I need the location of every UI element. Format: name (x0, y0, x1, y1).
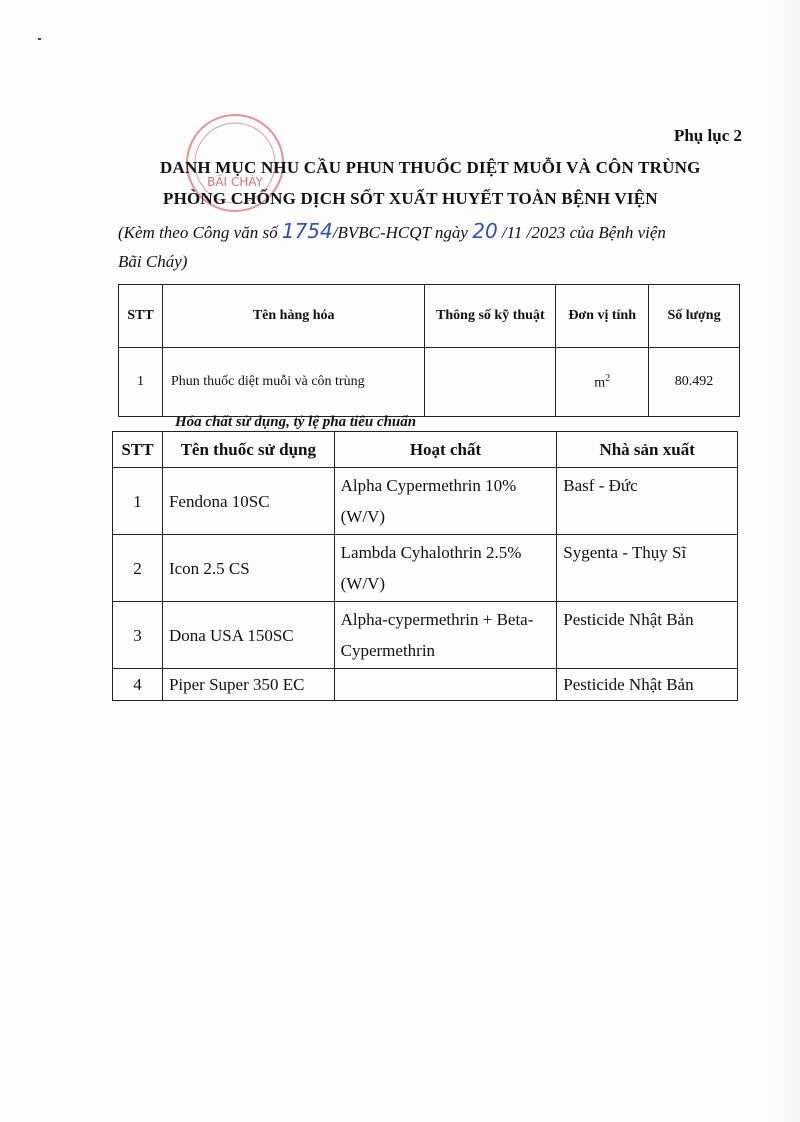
cell-name: Dona USA 150SC (162, 602, 334, 669)
subtitle-line2: Bãi Cháy) (118, 252, 188, 271)
cell-maker: Pesticide Nhật Bản (557, 602, 738, 669)
cell-active: Alpha Cypermethrin 10% (W/V) (334, 468, 557, 535)
cell-stt: 2 (113, 535, 163, 602)
unit-superscript: 2 (605, 372, 611, 384)
subtitle-prefix: (Kèm theo Công văn số (118, 223, 278, 242)
header-cell: Nhà sản xuất (557, 432, 738, 468)
cell-active: Alpha-cypermethrin + Beta-Cypermethrin (334, 602, 557, 669)
chemicals-caption: Hóa chất sử dụng, tỷ lệ pha tiêu chuẩn (175, 414, 417, 430)
table-header-row (119, 285, 740, 348)
demand-table (118, 284, 740, 417)
table-row (113, 535, 738, 602)
handwritten-doc-number: 1754 (281, 219, 333, 243)
cell-stt: 3 (113, 602, 163, 669)
header-cell: Tên thuốc sử dụng (162, 432, 334, 468)
cell-name: Phun thuốc diệt muỗi và côn trùng (162, 348, 424, 417)
svg-text:BÃI CHÁY: BÃI CHÁY (207, 175, 263, 189)
header-cell: STT (113, 432, 163, 468)
document-title-line2: PHÒNG CHỐNG DỊCH SỐT XUẤT HUYẾT TOÀN BỆNH VIỆN (163, 189, 658, 208)
header-cell: Số lượng (649, 285, 740, 348)
appendix-label: Phụ lục 2 (673, 126, 742, 145)
cell-maker: Basf - Đức (557, 468, 738, 535)
cell-active (334, 669, 557, 701)
cell-quantity: 80.492 (649, 348, 740, 417)
header-cell: STT (119, 285, 163, 348)
chemicals-table (112, 431, 738, 701)
document-title-line1: DANH MỤC NHU CẦU PHUN THUỐC DIỆT MUỖI VÀ CÔN TRÙNG (160, 158, 701, 177)
cell-active: Lambda Cyhalothrin 2.5%(W/V) (334, 535, 557, 602)
cell-stt: 4 (113, 669, 163, 701)
subtitle-suffix: /11 /2023 của Bệnh viện (501, 223, 666, 242)
table-row (119, 348, 740, 417)
cell-name: Piper Super 350 EC (162, 669, 334, 701)
cell-stt: 1 (119, 348, 163, 417)
cell-unit (556, 348, 649, 417)
cell-spec (425, 348, 556, 417)
table-header-row (113, 432, 738, 468)
header-cell: Hoạt chất (334, 432, 557, 468)
cell-name: Fendona 10SC (162, 468, 334, 535)
scan-speck (38, 38, 41, 40)
header-cell: Tên hàng hóa (162, 285, 424, 348)
unit-text: m (594, 375, 606, 391)
table-row (113, 468, 738, 535)
cell-name: Icon 2.5 CS (162, 535, 334, 602)
table-row (113, 669, 738, 701)
subtitle-line1 (118, 219, 666, 243)
cell-maker: Sygenta - Thụy Sĩ (557, 535, 738, 602)
cell-maker: Pesticide Nhật Bản (557, 669, 738, 701)
header-cell: Thông số kỹ thuật (425, 285, 556, 348)
table-row (113, 602, 738, 669)
subtitle-middle: /BVBC-HCQT ngày (332, 223, 468, 242)
handwritten-day: 20 (472, 219, 498, 243)
cell-stt: 1 (113, 468, 163, 535)
header-cell: Đơn vị tính (556, 285, 649, 348)
